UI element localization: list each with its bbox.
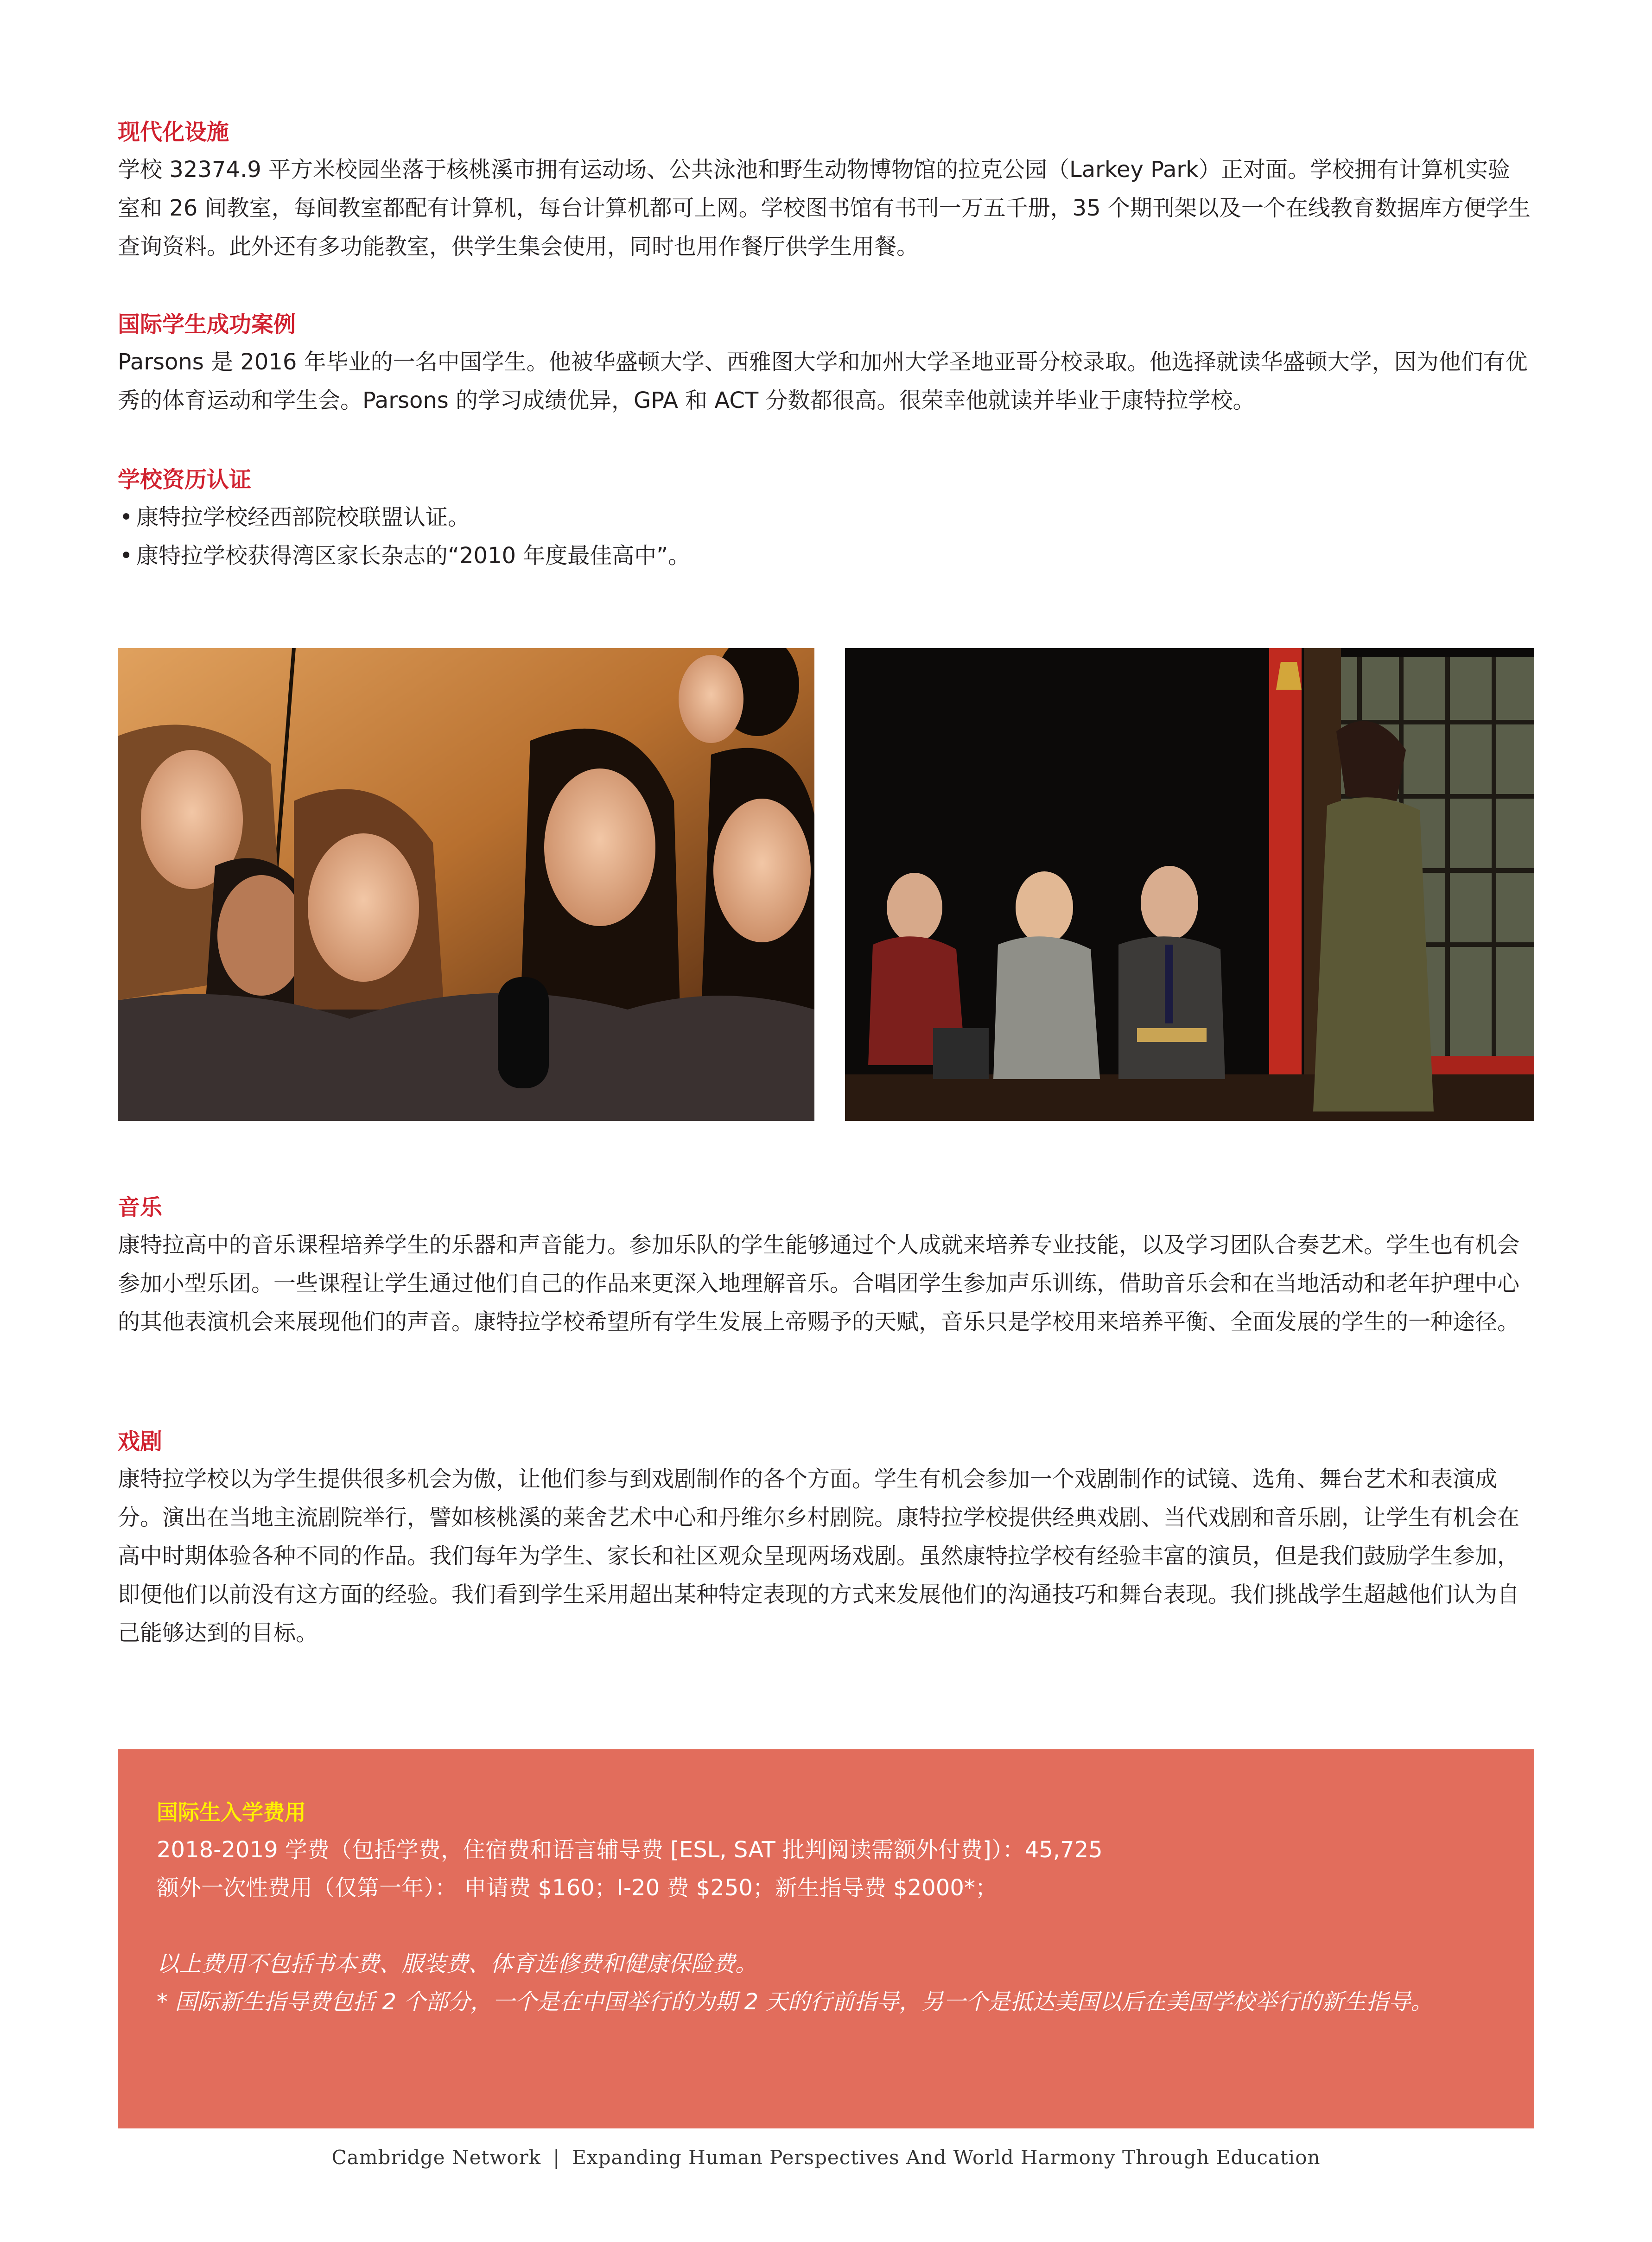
page-footer xyxy=(0,2146,1652,2169)
orientation-fee-note: * 国际新生指导费包括 2 个部分，一个是在中国举行的为期 2 天的行前指导，另一个是抵达美国以后在美国学校举行的新生指导。 xyxy=(157,1989,1433,2015)
tuition-line: 2018-2019 学费（包括学费，住宿费和语言辅导费 [ESL, SAT 批判阅读需额外付费]）：45,725 xyxy=(157,1837,1103,1863)
one-time-fees-line: 额外一次性费用（仅第一年）： 申请费 $160；I-20 费 $250；新生指导费 $2000*； xyxy=(157,1875,998,1901)
accreditation-heading: 学校资历认证 xyxy=(118,467,252,493)
footer-separator: | xyxy=(553,2146,560,2169)
fee-box xyxy=(118,1749,1534,2128)
accreditation-section xyxy=(118,461,1531,575)
choir-photo xyxy=(118,648,814,1121)
facilities-section xyxy=(118,114,1531,266)
facilities-heading: 现代化设施 xyxy=(118,119,229,145)
accreditation-item: • 康特拉学校获得湾区家长杂志的“2010 年度最佳高中”。 xyxy=(118,537,1531,575)
choir-photo-illustration xyxy=(118,648,814,1121)
drama-text: 康特拉学校以为学生提供很多机会为傲，让他们参与到戏剧制作的各个方面。学生有机会参加一个戏剧制作的试镜、选角、舞台艺术和表演成分。演出在当地主流剧院举行，譬如核桃溪的莱舍艺术中心和丹维尔乡村剧院。康特拉学校提供经典戏剧、当代戏剧和音乐剧，让学生有机会在高中时期体验各种不同的作品。我们每年为学生、家长和社区观众呈现两场戏剧。虽然康特拉学校有经验丰富的演员，但是我们鼓励学生参加，即便他们以前没有这方面的经验。我们看到学生采用超出某种特定表现的方式来发展他们的沟通技巧和舞台表现。我们挑战学生超越他们认为自己能够达到的目标。 xyxy=(118,1466,1520,1646)
footer-tagline: Expanding Human Perspectives And World Harmony Through Education xyxy=(572,2146,1321,2169)
success-case-section xyxy=(118,306,1531,420)
music-heading: 音乐 xyxy=(118,1194,163,1220)
fee-exclusion-note: 以上费用不包括书本费、服装费、体育选修费和健康保险费。 xyxy=(157,1951,758,1977)
accreditation-list xyxy=(118,498,1531,575)
music-text: 康特拉高中的音乐课程培养学生的乐器和声音能力。参加乐队的学生能够通过个人成就来培养专业技能，以及学习团队合奏艺术。学生也有机会参加小型乐团。一些课程让学生通过他们自己的作品来更深入地理解音乐。合唱团学生参加声乐训练，借助音乐会和在当地活动和老年护理中心的其他表演机会来展现他们的声音。康特拉学校希望所有学生发展上帝赐予的天赋，音乐只是学校用来培养平衡、全面发展的学生的一种途径。 xyxy=(118,1232,1520,1335)
success-case-text: Parsons 是 2016 年毕业的一名中国学生。他被华盛顿大学、西雅图大学和加州大学圣地亚哥分校录取。他选择就读华盛顿大学，因为他们有优秀的体育运动和学生会。Parsons 的学习成绩优异，GPA 和 ACT 分数都很高。很荣幸他就读并毕业于康特拉学校。 xyxy=(118,349,1528,413)
footer-org: Cambridge Network xyxy=(331,2146,541,2169)
drama-section xyxy=(118,1423,1531,1652)
facilities-text: 学校 32374.9 平方米校园坐落于核桃溪市拥有运动场、公共泳池和野生动物博物馆的拉克公园（Larkey Park）正对面。学校拥有计算机实验室和 26 间教室，每间教室都配有计算机，每台计算机都可上网。学校图书馆有书刊一万五千册，35 个期刊架以及一个在线教育数据库方便学生查询资料。此外还有多功能教室，供学生集会使用，同时也用作餐厅供学生用餐。 xyxy=(118,157,1531,260)
fee-spacer xyxy=(157,1907,1501,1945)
drama-photo-illustration xyxy=(845,648,1534,1121)
drama-heading: 戏剧 xyxy=(118,1429,163,1454)
music-section xyxy=(118,1189,1531,1341)
fee-heading: 国际生入学费用 xyxy=(157,1800,306,1825)
success-case-heading: 国际学生成功案例 xyxy=(118,311,296,337)
fee-content xyxy=(157,1794,1501,2021)
accreditation-item: • 康特拉学校经西部院校联盟认证。 xyxy=(118,498,1531,537)
drama-photo xyxy=(845,648,1534,1121)
